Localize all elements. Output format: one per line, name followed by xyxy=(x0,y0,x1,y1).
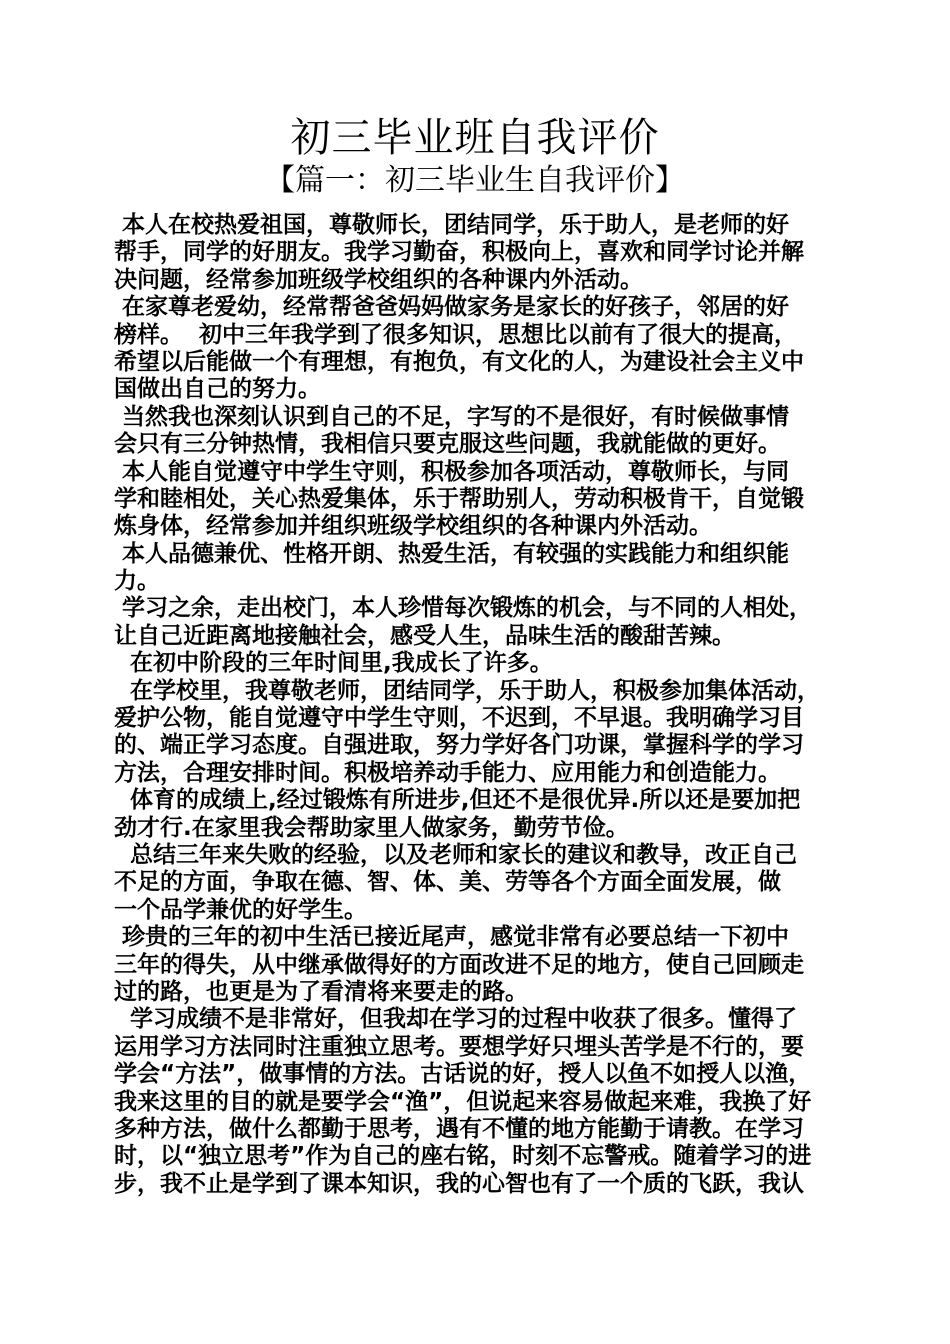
body-text-line: 的、端正学习态度。自强进取，努力学好各门功课，掌握科学的学习 xyxy=(114,732,804,759)
body-text-line: 一个品学兼优的好学生。 xyxy=(114,896,367,923)
document-body xyxy=(114,212,836,1198)
body-text-line: 三年的得失，从中继承做得好的方面改进不足的地方，使自己回顾走 xyxy=(114,951,804,978)
body-text-line: 步，我不止是学到了课本知识，我的心智也有了一个质的飞跃，我认 xyxy=(114,1170,804,1197)
body-text-line: 炼身体，经常参加并组织班级学校组织的各种课内外活动。 xyxy=(114,513,712,540)
body-text-line: 榜样。 初中三年我学到了很多知识，思想比以前有了很大的提高， xyxy=(114,321,798,348)
body-text-line: 劲才行.在家里我会帮助家里人做家务，勤劳节俭。 xyxy=(114,814,629,841)
body-text-line: 在学校里，我尊敬老师，团结同学，乐于助人，积极参加集体活动， xyxy=(114,677,821,704)
body-text-line: 不足的方面，争取在德、智、体、美、劳等各个方面全面发展，做 xyxy=(114,869,781,896)
body-text-line: 学会“方法”，做事情的方法。古话说的好，授人以鱼不如授人以渔， xyxy=(114,1061,812,1088)
body-text-line: 总结三年来失败的经验，以及老师和家长的建议和教导，改正自己 xyxy=(114,841,798,868)
body-text-line: 决问题，经常参加班级学校组织的各种课内外活动。 xyxy=(114,266,643,293)
body-text-line: 多种方法，做什么都勤于思考，遇有不懂的地方能勤于请教。在学习 xyxy=(114,1115,804,1142)
body-text-line: 在初中阶段的三年时间里,我成长了许多。 xyxy=(114,650,553,677)
document-subtitle: 【篇一：初三毕业生自我评价】 xyxy=(265,163,685,198)
body-text-line: 我来这里的目的就是要学会“渔”，但说起来容易做起来难，我换了好 xyxy=(114,1088,812,1115)
body-text-line: 让自己近距离地接触社会，感受人生，品味生活的酸甜苦辣。 xyxy=(114,622,735,649)
body-text-line: 本人品德兼优、性格开朗、热爱生活，有较强的实践能力和组织能 xyxy=(114,540,790,567)
body-text-line: 时，以“独立思考”作为自己的座右铭，时刻不忘警戒。随着学习的进 xyxy=(114,1143,812,1170)
body-text-line: 学习成绩不是非常好，但我却在学习的过程中收获了很多。懂得了 xyxy=(114,1006,798,1033)
body-text-line: 本人能自觉遵守中学生守则，积极参加各项活动，尊敬师长，与同 xyxy=(114,458,790,485)
body-text-line: 体育的成绩上,经过锻炼有所进步,但还不是很优异.所以还是要加把 xyxy=(114,787,801,814)
body-text-line: 希望以后能做一个有理想，有抱负，有文化的人，为建设社会主义中 xyxy=(114,348,804,375)
body-text-line: 方法，合理安排时间。积极培养动手能力、应用能力和创造能力。 xyxy=(114,759,781,786)
body-text-line: 力。 xyxy=(114,568,160,595)
body-text-line: 国做出自己的努力。 xyxy=(114,376,321,403)
document-title: 初三毕业班自我评价 xyxy=(290,115,660,161)
body-text-line: 当然我也深刻认识到自己的不足，字写的不是很好，有时候做事情 xyxy=(114,403,790,430)
body-text-line: 帮手，同学的好朋友。我学习勤奋，积极向上，喜欢和同学讨论并解 xyxy=(114,239,804,266)
body-text-line: 在家尊老爱幼，经常帮爸爸妈妈做家务是家长的好孩子，邻居的好 xyxy=(114,294,790,321)
body-text-line: 过的路，也更是为了看清将来要走的路。 xyxy=(114,978,528,1005)
body-text-line: 学和睦相处，关心热爱集体，乐于帮助别人，劳动积极肯干，自觉锻 xyxy=(114,485,804,512)
body-text-line: 爱护公物，能自觉遵守中学生守则，不迟到，不早退。我明确学习目 xyxy=(114,705,804,732)
body-text-line: 珍贵的三年的初中生活已接近尾声，感觉非常有必要总结一下初中 xyxy=(114,924,790,951)
body-text-line: 学习之余，走出校门，本人珍惜每次锻炼的机会，与不同的人相处， xyxy=(114,595,813,622)
body-text-line: 本人在校热爱祖国，尊敬师长，团结同学，乐于助人，是老师的好 xyxy=(114,212,790,238)
body-text-line: 运用学习方法同时注重独立思考。要想学好只埋头苦学是不行的，要 xyxy=(114,1033,804,1060)
body-text-line: 会只有三分钟热情，我相信只要克服这些问题，我就能做的更好。 xyxy=(114,431,781,458)
